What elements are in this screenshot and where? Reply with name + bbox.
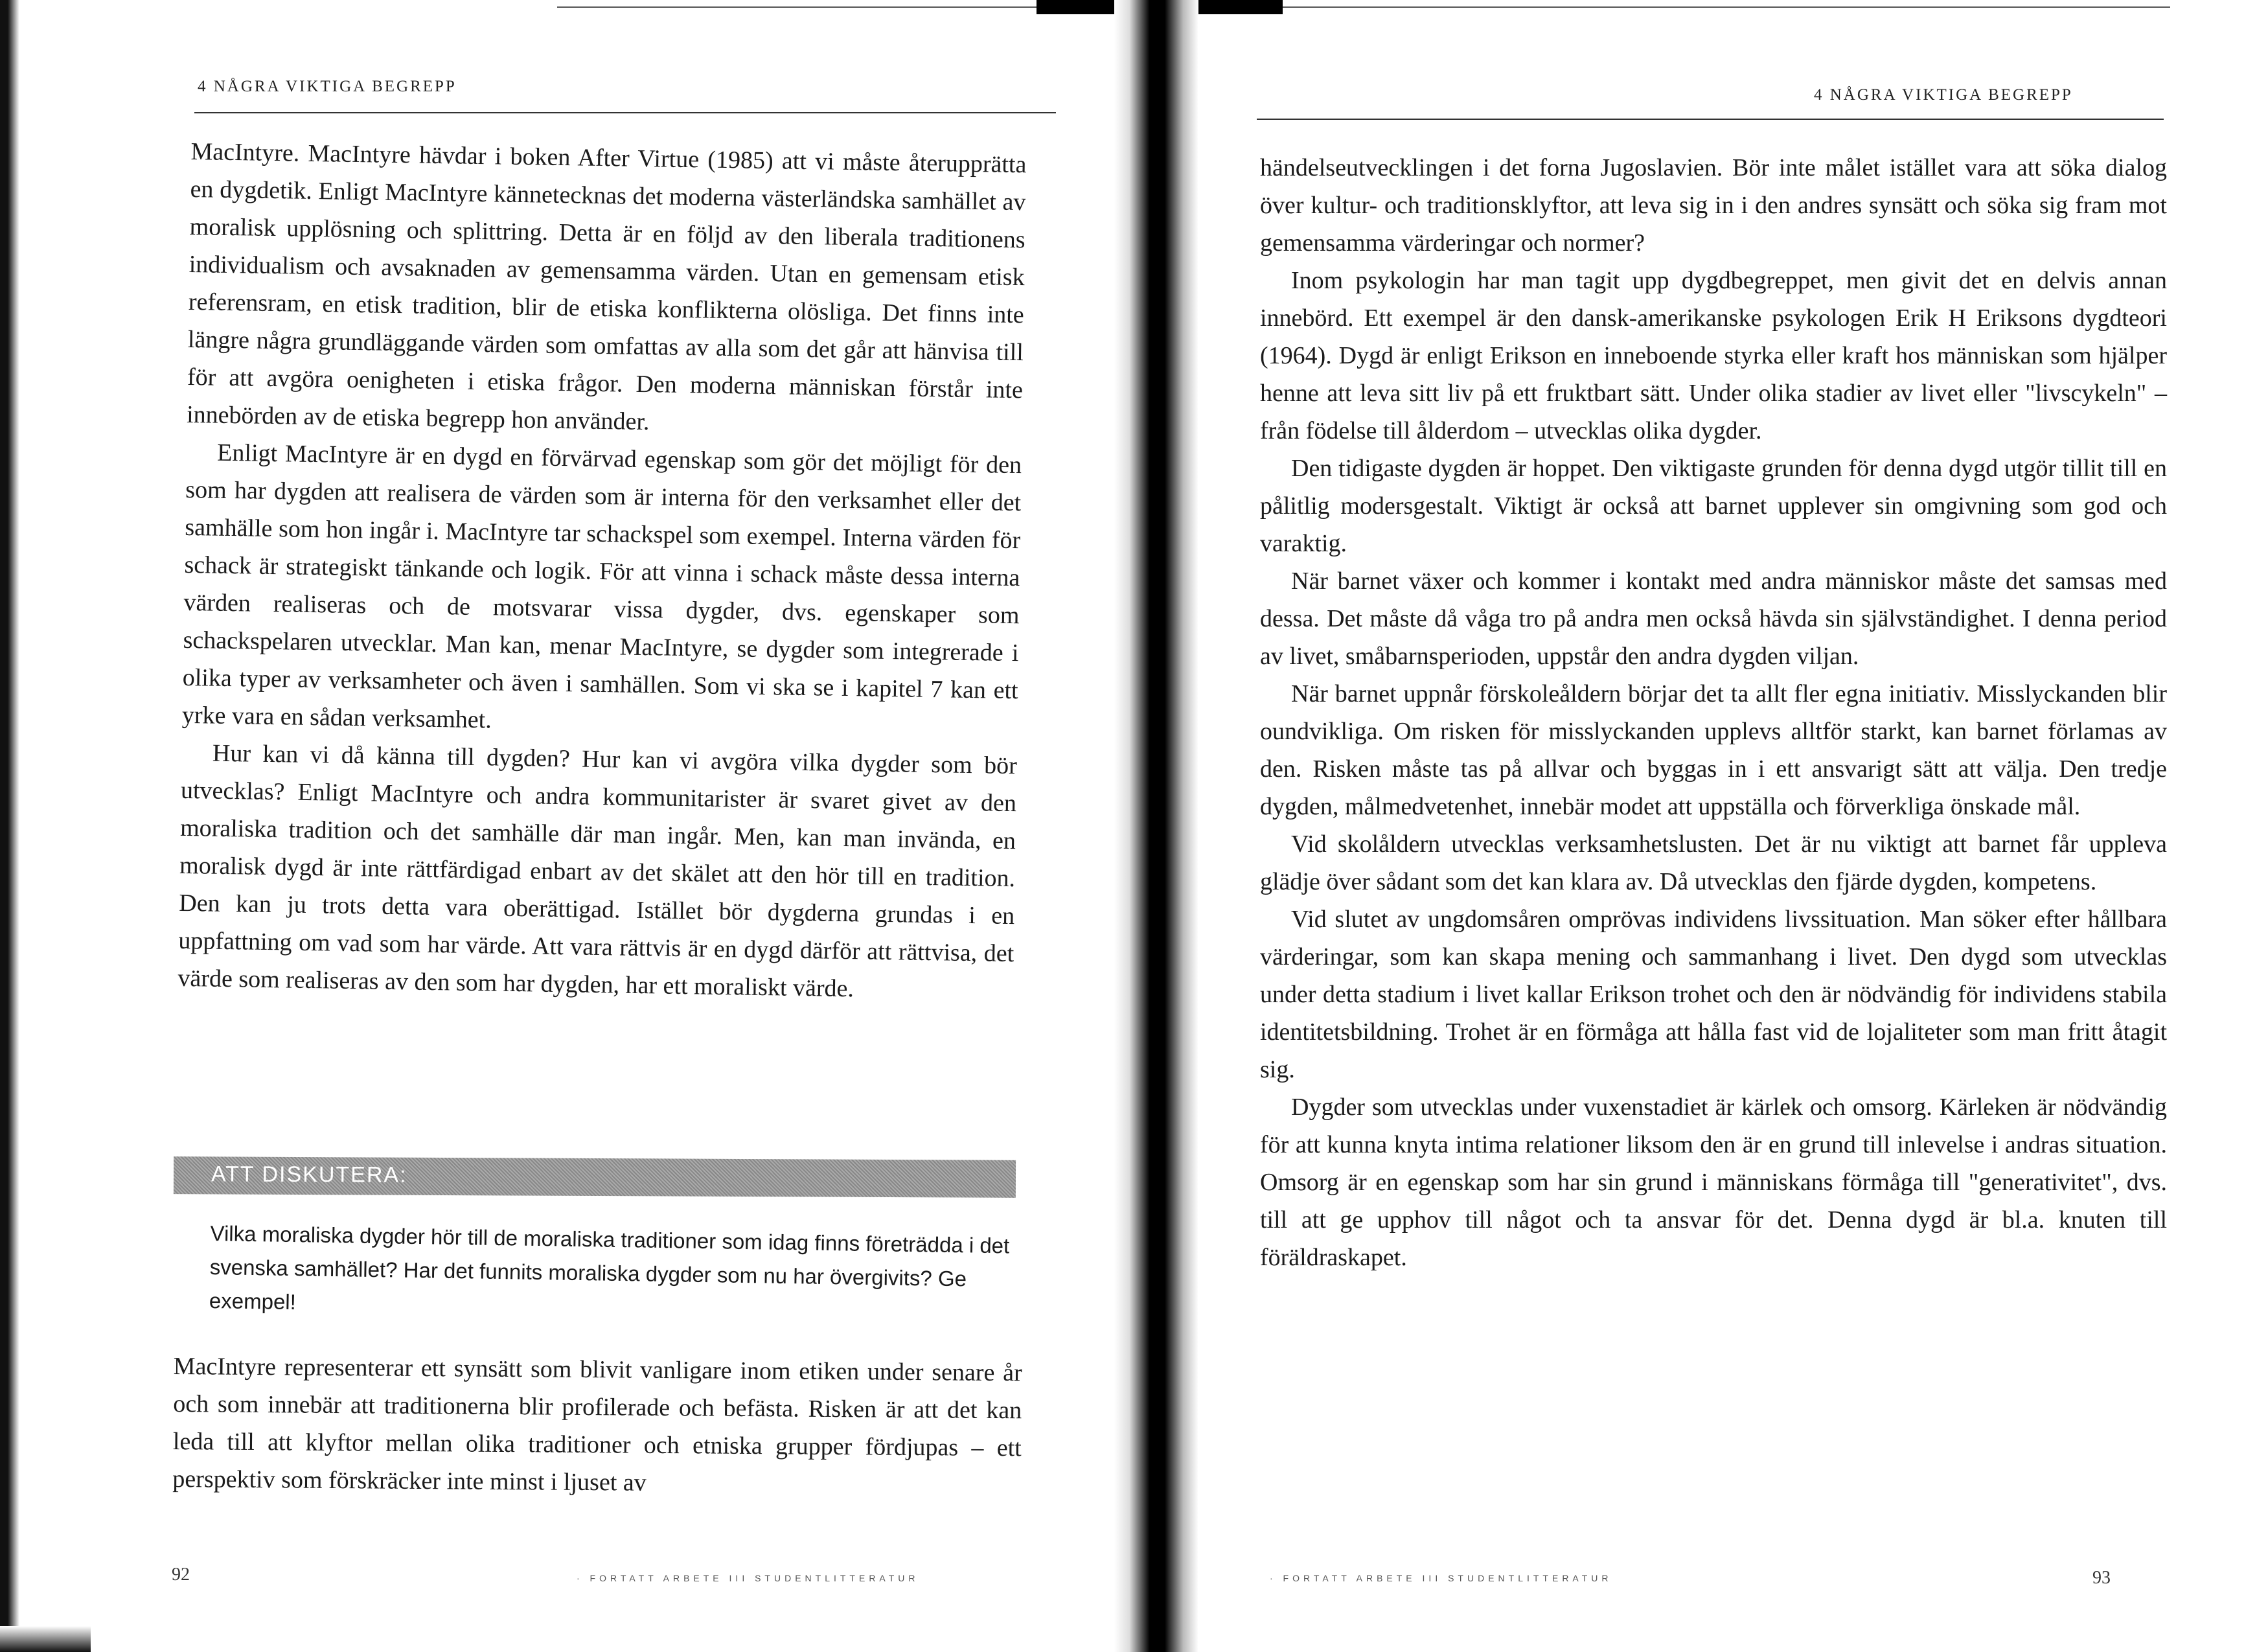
paragraph: MacIntyre. MacIntyre hävdar i boken After Virtue (1985) att vi måste återupprätta en dygdetik. Enligt MacIntyre kännetecknas det moderna västerländska samhället av moralisk upplösning och splittring. Detta är en följd av den liberala traditionens individualism och avsaknaden av gemensamma värden. Utan en gemensam etisk referensram, en etisk tradition, blir de etiska konflikterna olösliga. Det finns inte längre några grundläggande värden som omfattas av alla som det går att hänvisa till för att avgöra oenigheten i etiska frågor. Den moderna människan förstår inte innebörden av de etiska begrepp hon använder. bbox=[186, 137, 1027, 436]
paragraph: Enligt MacIntyre är en dygd en förvärvad egenskap som gör det möjligt för den som har dygden att realisera de värden som är interna för den verksamhet eller det samhälle som hon ingår i. MacIntyre tar schackspel som exempel. Interna värden för schack är strategiskt tänkande och logik. För att vinna i schack måste dessa interna värden realiseras och de motsvarar vissa dygder, dvs. egenskaper som schackspelaren utvecklar. Man kan, menar MacIntyre, se dygder som integrerade i olika typer av verksamheter och även i samhällen. Som vi ska se i kapitel 7 kan ett yrke vara en sådan verksamhet. bbox=[181, 439, 1022, 734]
paragraph: Hur kan vi då känna till dygden? Hur kan vi avgöra vilka dygder som bör utvecklas? Enligt MacIntyre och andra kommunitarister är svaret givet av den moraliska tradition och det samhälle där man ingår. Men, kan man invända, en moralisk dygd är inte rättfärdigad enbart av det skälet att den hör till en tradition. Den kan ju trots detta vara oberättigad. Istället bör dygderna grundas i en uppfattning om vad som har värde. Att vara rättvis är en dygd därför att rättvisa, det värde som realiseras av den som har dygden, har ett moraliskt värde. bbox=[178, 739, 1018, 1003]
left-body-text bbox=[178, 133, 1027, 1010]
page-number: 93 bbox=[2092, 1568, 2111, 1588]
discussion-question: Vilka moraliska dygder hör till de moraliska traditioner som idag finns företrädda i det svenska samhället? Har det funnits moraliska dygder som nu har övergivits? Ge exempel! bbox=[209, 1221, 1010, 1314]
page-number: 92 bbox=[172, 1565, 190, 1585]
book-spine-gutter bbox=[1114, 0, 1198, 1652]
paragraph: När barnet växer och kommer i kontakt med andra människor måste det samsas med dessa. Det måste då våga tro på andra men också hävda sin självständighet. I denna period av livet, småbarnsperioden, uppstår den andra dygden viljan. bbox=[1260, 568, 2167, 670]
paragraph: MacIntyre representerar ett synsätt som blivit vanligare inom etiken under senare år och som innebär att traditionerna blir profilerade och befästa. Risken är att det kan leda till att klyftor mellan olika traditioner och etniska grupper fördjupas – ett perspektiv som förskräcker inte minst i ljuset av bbox=[172, 1352, 1022, 1497]
paragraph: Den tidigaste dygden är hoppet. Den viktigaste grunden för denna dygd utgör tillit till en pålitlig modersgestalt. Viktigt är också att barnet upplever sin omgivning som god och varaktig. bbox=[1260, 455, 2167, 557]
right-body-text bbox=[1260, 149, 2167, 1276]
discussion-banner bbox=[174, 1156, 1016, 1198]
paragraph: Inom psykologin har man tagit upp dygdbegreppet, men givit det en delvis annan innebörd. Ett exempel är den dansk-amerikanske psykologen Erik H Eriksons dygdteori (1964). Dygd är enligt Erikson en inneboende styrka eller kraft hos människan som hjälper henne att leva sitt liv på ett fruktbart sätt. Under olika stadier av livet eller "livscykeln" – från födelse till ålderdom – utvecklas olika dygder. bbox=[1260, 267, 2167, 444]
paragraph: Vid skolåldern utvecklas verksamhetslusten. Det är nu viktigt att barnet får uppleva glädje över sådant som det kan klara av. Då utvecklas den fjärde dygden, kompetens. bbox=[1260, 831, 2167, 895]
header-rule bbox=[1257, 119, 2164, 120]
left-lower-text bbox=[172, 1348, 1022, 1504]
right-page bbox=[1198, 0, 2268, 1652]
discussion-title: ATT DISKUTERA: bbox=[211, 1162, 407, 1187]
header-rule bbox=[194, 112, 1056, 113]
running-head: 4 NÅGRA VIKTIGA BEGREPP bbox=[1814, 86, 2073, 104]
paragraph: Vid slutet av ungdomsåren omprövas individens livssituation. Man söker efter hållbara värderingar, som kan skapa mening och sammanhang i livet. Den dygd som utvecklas under detta stadium i livet kallar Erikson trohet och den är nödvändig för individens stabila identitetsbildning. Trohet är en förmåga att hålla fast vid de lojaliteter som man fritt åtagit sig. bbox=[1260, 906, 2167, 1083]
page-footer: · FORTATT ARBETE III STUDENTLITTERATUR bbox=[577, 1573, 919, 1583]
paragraph: När barnet uppnår förskoleåldern börjar det ta allt fler egna initiativ. Misslyckanden blir oundvikliga. Om risken för misslyckanden upplevs alltför starkt, kan barnet förlamas av den. Risken måste tas på allvar och byggas in i ett ansvarigt sätt att välja. Den tredje dygden, målmedvetenhet, innebär modet att uppställa och förverkliga önskade mål. bbox=[1260, 680, 2167, 820]
running-head: 4 NÅGRA VIKTIGA BEGREPP bbox=[198, 78, 457, 95]
left-page bbox=[0, 0, 1114, 1652]
page-footer: · FORTATT ARBETE III STUDENTLITTERATUR bbox=[1270, 1573, 1612, 1583]
paragraph: Dygder som utvecklas under vuxenstadiet är kärlek och omsorg. Kärleken är nödvändig för att kunna knyta intima relationer liksom den är en grund till inlevelse i andras situation. Omsorg är en egenskap som har sin grund i människans förmåga till "generativitet", dvs. till att ge upphov till något och ta ansvar för det. Denna dygd är bl.a. knuten till föräldraskapet. bbox=[1260, 1094, 2167, 1271]
paragraph: händelseutvecklingen i det forna Jugoslavien. Bör inte målet istället vara att söka dialog över kultur- och traditionsklyftor, att leva sig in i den andres synsätt och söka sig fram mot gemensamma värderingar och normer? bbox=[1260, 154, 2167, 257]
